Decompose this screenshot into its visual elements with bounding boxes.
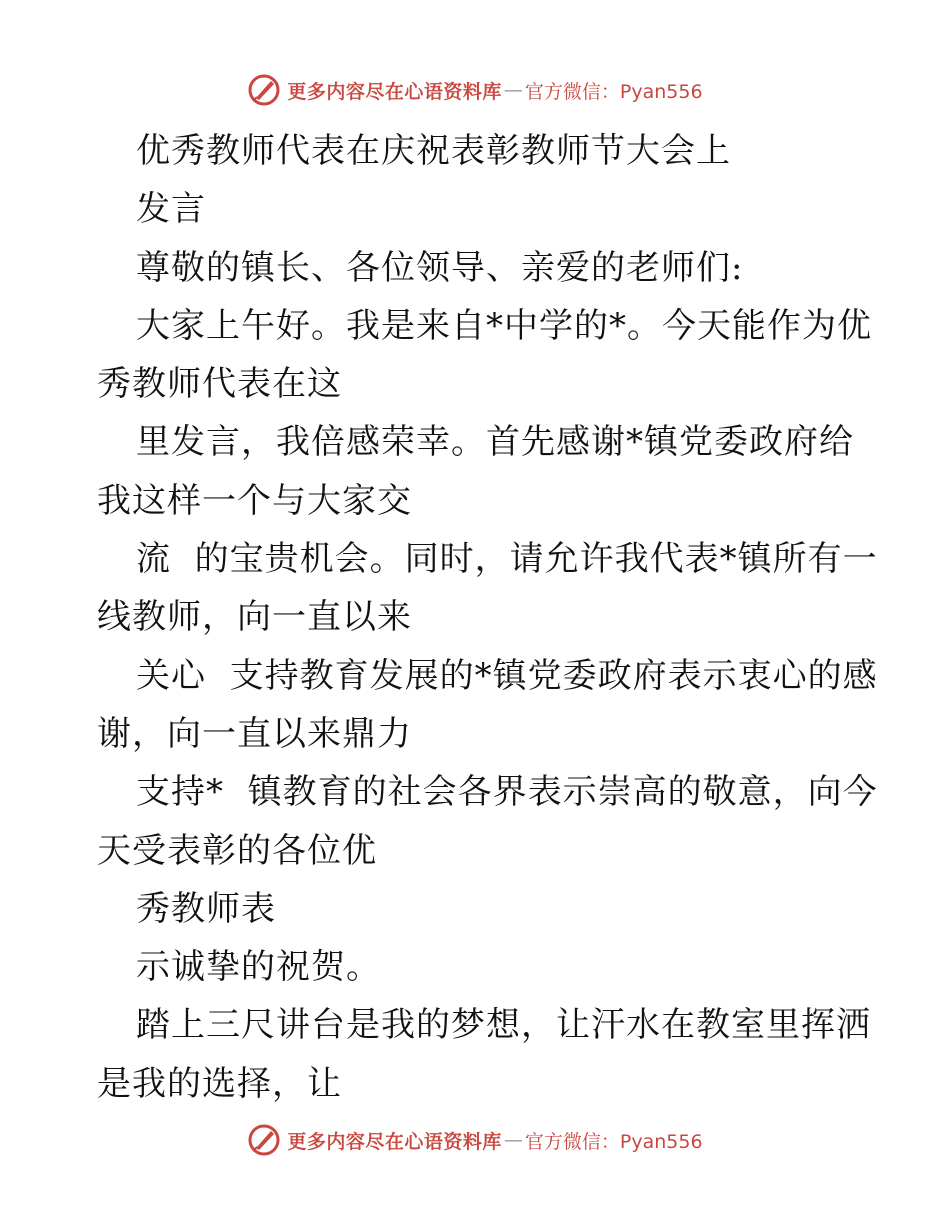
text-line: 示诚挚的祝贺。 (136, 947, 381, 988)
text-line: 我这样一个与大家交 (97, 480, 412, 521)
text-line: 支持* 镇教育的社会各界表示崇高的敬意，向今 (136, 772, 878, 813)
text-line: 优秀教师代表在庆祝表彰教师节大会上 (136, 131, 731, 171)
banner-wechat-text: 官方微信：Pyan556 (524, 1130, 703, 1153)
text-line: 谢，向一直以来鼎力 (97, 713, 412, 754)
text-line: 线教师，向一直以来 (97, 597, 412, 638)
text-line: 流 的宝贵机会。同时，请允许我代表*镇所有一 (136, 539, 878, 580)
text-line: 里发言，我倍感荣幸。首先感谢*镇党委政府给 (136, 422, 854, 463)
quill-circle-logo-icon (247, 73, 281, 107)
text-line: 秀教师表 (136, 888, 276, 929)
banner-dash: — (503, 79, 523, 101)
text-line: 尊敬的镇长、各位领导、亲爱的老师们: (136, 247, 744, 288)
banner-wechat-text: 官方微信：Pyan556 (524, 80, 703, 103)
text-line: 关心 支持教育发展的*镇党委政府表示衷心的感 (136, 655, 878, 696)
banner-brand-text: 更多内容尽在心语资料库 (287, 80, 502, 103)
document-body (97, 122, 878, 1113)
banner-dash: — (503, 1129, 523, 1151)
text-line: 秀教师代表在这 (97, 364, 342, 405)
text-line: 是我的选择，让 (97, 1063, 342, 1104)
quill-circle-logo-icon (247, 1123, 281, 1157)
text-line: 发言 (136, 189, 206, 230)
text-line: 大家上午好。我是来自*中学的*。今天能作为优 (136, 305, 872, 346)
text-line: 踏上三尺讲台是我的梦想，让汗水在教室里挥洒 (136, 1005, 871, 1046)
header-banner (0, 70, 950, 110)
text-line: 天受表彰的各位优 (97, 830, 377, 871)
banner-brand-text: 更多内容尽在心语资料库 (287, 1130, 502, 1153)
footer-banner (0, 1120, 950, 1160)
